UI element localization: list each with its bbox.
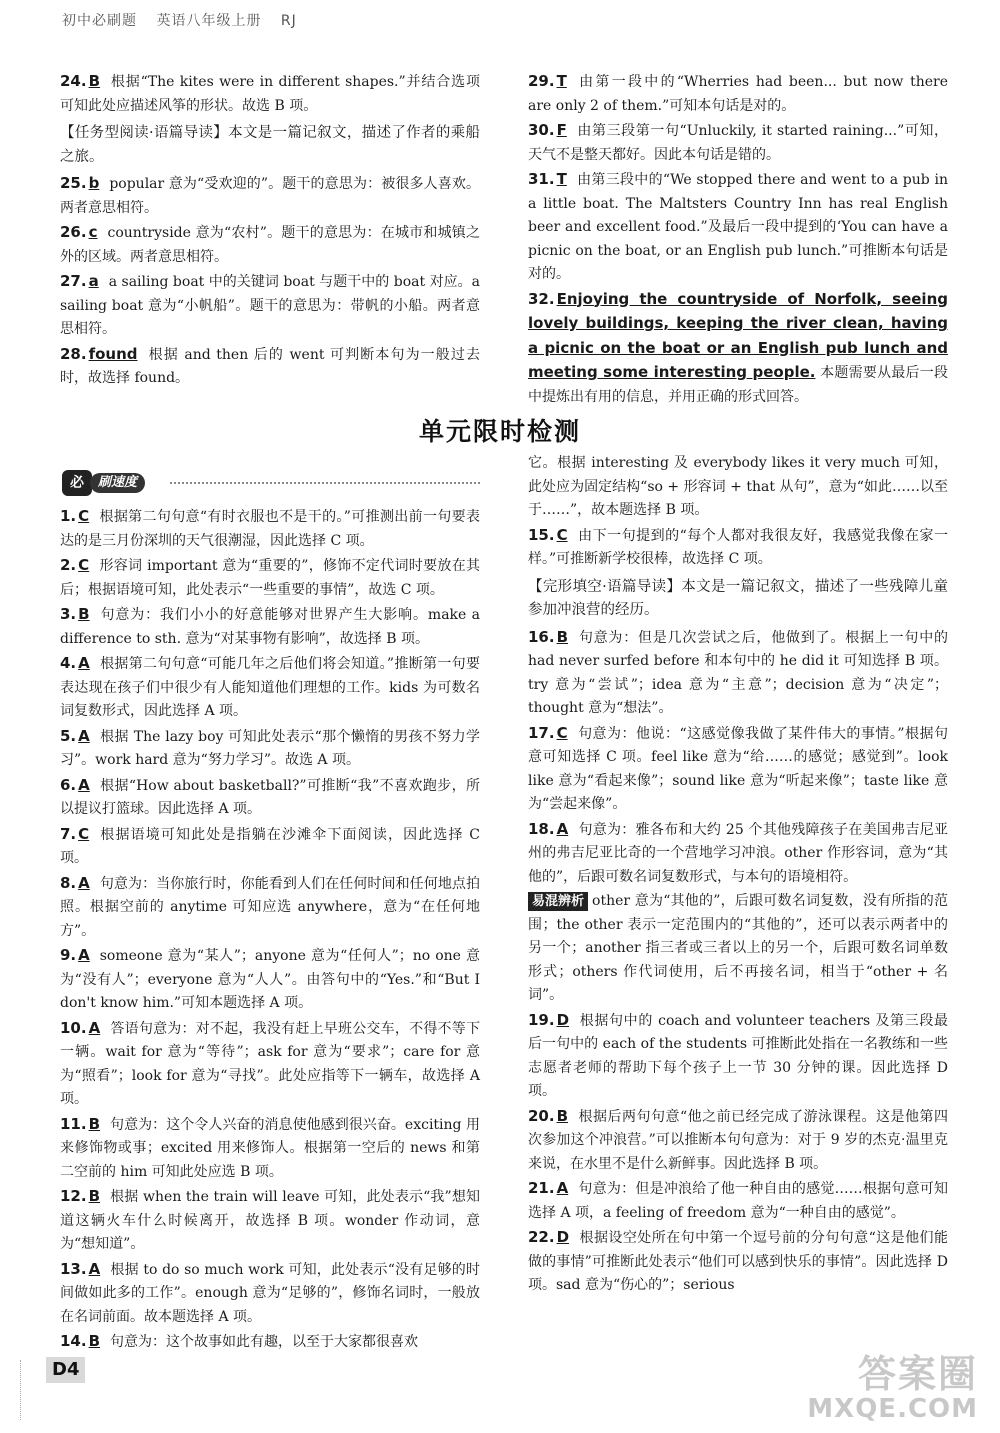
explanation-text: 句意为：这个令人兴奋的消息使他感到很兴奋。exciting 用来修饰物或事；excited 用来修饰人。根据第一空后的 news 和第二空前的 him 可知此处应选 B 项。	[60, 1116, 480, 1180]
answer-choice: C	[78, 507, 90, 525]
answer-item	[60, 1258, 480, 1330]
answer-item	[528, 119, 948, 167]
explanation-text: countryside 意为“农村”。题干的意思为：在城市和城镇之外的区域。两者意思相符。	[60, 225, 480, 265]
watermark-logo-text: 答案圈	[857, 1352, 978, 1396]
explanation-text: 根据“How about basketball?”可推断“我”不喜欢跑步，所以提议打篮球。因此选择 A 项。	[60, 777, 480, 817]
question-number: 31.	[528, 170, 555, 188]
answer-sentence: Enjoying the countryside of Norfolk, seeing lovely buildings, keeping the river clean, having a picnic on the boat or an English pub lunch and meeting some interesting people.	[528, 289, 948, 381]
answer-item	[60, 343, 480, 391]
continued-explanation: 它。根据 interesting 及 everybody likes it very much 可知，此处应为固定结构“so + 形容词 + that 从句”，意为“如此……以至于……”，故本题选择 B 项。	[528, 455, 948, 518]
answer-choice: B	[88, 1114, 101, 1133]
explanation-text: 句意为：但是冲浪给了他一种自由的感觉……根据句意可知选择 A 项，a feeling of freedom 意为“一种自由的感觉”。	[528, 1181, 948, 1221]
answer-item	[60, 1017, 480, 1112]
question-number: 25.	[60, 174, 87, 192]
answer-item	[528, 288, 948, 410]
question-number: 11.	[60, 1114, 87, 1133]
question-number: 30.	[528, 121, 555, 139]
answer-choice: A	[556, 1179, 569, 1197]
question-number: 16.	[528, 627, 555, 646]
question-number: 7.	[60, 824, 77, 843]
answer-choice: F	[556, 121, 567, 139]
answer-choice: C	[556, 525, 568, 544]
answer-item	[528, 722, 948, 817]
answer-item	[60, 1330, 480, 1355]
explanation-text: 答语句意为：对不起，我没有赶上早班公交车，不得不等下一辆。wait for 意为“等待”；ask for 意为“要求”；care for 意为“照看”；look for 意为“寻找”。此处应指等下一辆车，故选择 A 项。	[60, 1020, 480, 1107]
answer-choice: A	[556, 819, 569, 838]
explanation-text: 句意为：雅各布和大约 25 个其他残障孩子在美国弗吉尼亚州的弗吉尼亚比奇的一个营地学习冲浪。other 作形容词，意为“其他的”，后跟可数名词复数形式，与本句的语境相符。	[528, 821, 948, 885]
question-number: 20.	[528, 1106, 555, 1125]
answer-choice: c	[88, 223, 98, 241]
explanation-text: 根据第二句句意“可能几年之后他们将会知道。”推断第一句要表达现在孩子们中很少有人能知道他们理想的工作。kids 为可数名词复数形式，因此选择 A 项。	[60, 656, 480, 719]
answer-choice: C	[78, 556, 90, 574]
answer-choice: A	[78, 946, 90, 964]
question-number: 1.	[60, 507, 77, 525]
explanation-text: 句意为：我们小小的好意能够对世界产生大影响。make a difference to sth. 意为“对某事物有影响”，故选择 B 项。	[60, 607, 480, 647]
answer-choice: A	[78, 726, 90, 745]
answer-item	[528, 524, 948, 572]
answer-item	[528, 626, 948, 721]
footer-margin-line	[20, 1360, 45, 1420]
answer-item	[528, 1177, 948, 1225]
watermark	[807, 1353, 978, 1423]
top-right-column	[528, 70, 948, 410]
explanation-text: 由第三段第一句“Unluckily, it started raining...”可知，天气不是整天都好。因此本句话是错的。	[528, 123, 948, 163]
answer-item	[528, 1009, 948, 1104]
answer-choice: C	[78, 824, 90, 843]
answer-choice: B	[88, 1332, 101, 1350]
explanation-text: 根据后两句句意“他之前已经完成了游泳课程。这是他第四次参加这个冲浪营。”可以推断本句句意为：对于 9 岁的杰克·温里克来说，在水里不是什么新鲜事。因此选择 B 项。	[528, 1108, 948, 1172]
answer-choice: B	[556, 627, 569, 646]
explanation-text: 根据第二句句意“有时衣服也不是干的。”可推测出前一句要表达的是三月份深圳的天气很潮湿，因此选择 C 项。	[60, 509, 480, 549]
explanation-text: 根据 to do so much work 可知，此处表示“没有足够的时间做如此多的工作”。enough 意为“足够的”，修饰名词时，一般放在名词前面。故本题选择 A 项。	[60, 1261, 480, 1325]
explanation-text: 由第三段中的“We stopped there and went to a pub in a little boat. The Maltsters Country Inn has real English beer and excellent food.”及最后一段中提到的‘You can have a picnic on the boat, or an English pub lunch.”可推断本句话是对的。	[528, 172, 948, 282]
question-number: 19.	[528, 1010, 555, 1029]
answer-item	[60, 70, 480, 118]
explanation-text: 形容词 important 意为“重要的”，修饰不定代词时要放在其后；根据语境可知，此处表示“一些重要的事情”，故选 C 项。	[60, 558, 480, 598]
answer-choice: A	[78, 654, 90, 672]
page-number: D4	[46, 1357, 85, 1383]
explanation-text: 本题需要从最后一段中提炼出有用的信息，并用正确的形式回答。	[528, 365, 949, 405]
watermark-url: MXQE.COM	[807, 1394, 978, 1424]
answer-item	[528, 818, 948, 890]
answer-item	[528, 70, 948, 118]
answer-choice: a	[88, 272, 99, 290]
answer-item	[60, 221, 480, 269]
explanation-text: popular 意为“受欢迎的”。题干的意思为：被很多人喜欢。两者意思相符。	[60, 176, 480, 216]
explanation-text: 句意为：当你旅行时，你能看到人们在任何时间和任何地点拍照。根据空前的 anytime 可知应选 anywhere，意为“在任何地方”。	[60, 875, 480, 939]
subject-name: 英语八年级上册	[156, 13, 262, 29]
answer-choice: A	[78, 873, 90, 892]
explanation-text: 根据 when the train will leave 可知，此处表示“我”想知道这辆火车什么时候离开，故选择 B 项。wonder 作动词，意为“想知道”。	[60, 1189, 480, 1252]
answer-choice: D	[556, 1228, 570, 1246]
answer-item	[528, 168, 948, 287]
answer-item	[60, 270, 480, 342]
answer-item	[60, 774, 480, 822]
answer-item	[60, 603, 480, 651]
answer-choice: A	[88, 1018, 101, 1037]
answer-item	[60, 652, 480, 724]
question-number: 2.	[60, 556, 77, 574]
tip-text: other 意为“其他的”，后跟可数名词复数，没有所指的范围；the other 表示一定范围内的“其他的”，还可以表示两者中的另一个；another 指三者或三者以上的另一个，后跟可数名词单数形式；others 作代词使用，后不再接名词，相当于“other + 名词”。	[528, 893, 948, 1003]
badge-label: 刷速度	[90, 473, 145, 493]
answer-item	[60, 554, 480, 602]
answer-choice: A	[88, 1259, 101, 1278]
answer-choice: B	[556, 1106, 569, 1125]
answer-item	[60, 505, 480, 553]
explanation-text: 根据设空处所在句中第一个逗号前的分句句意“这是他们能做的事情”可推断此处表示“他们可以感到快乐的事情”。因此选择 D 项。sad 意为“伤心的”；serious	[528, 1230, 948, 1293]
reading-guide: 【任务型阅读·语篇导读】本文是一篇记叙文，描述了作者的乘船之旅。	[60, 125, 480, 165]
answer-item	[528, 890, 948, 1008]
answer-choice: A	[78, 775, 90, 794]
explanation-text: 句意为：他说：“这感觉像我做了某件伟大的事情。”根据句意可知选择 C 项。feel like 意为“给……的感觉；感觉到”。look like 意为“看起来像”；sound like 意为“听起来像”；taste like 意为“尝起来像”。	[528, 725, 948, 812]
reading-guide: 【完形填空·语篇导读】本文是一篇记叙文，描述了一些残障儿童参加冲浪营的经历。	[528, 578, 948, 618]
question-number: 26.	[60, 223, 87, 241]
answer-choice: B	[78, 605, 90, 623]
question-number: 9.	[60, 946, 77, 964]
tip-tag: 易混辨析	[528, 892, 588, 911]
answer-choice: B	[88, 72, 101, 90]
question-number: 21.	[528, 1179, 555, 1197]
answer-choice: found	[88, 344, 138, 363]
answer-item	[60, 725, 480, 773]
badge-divider	[170, 482, 480, 484]
explanation-text: 句意为：这个故事如此有趣，以至于大家都很喜欢	[110, 1334, 419, 1350]
question-number: 4.	[60, 654, 77, 672]
answer-item	[528, 1105, 948, 1177]
question-number: 22.	[528, 1228, 555, 1246]
answer-item	[60, 823, 480, 871]
question-number: 8.	[60, 873, 77, 892]
series-name: 初中必刷题	[62, 13, 137, 29]
answer-choice: D	[556, 1010, 570, 1029]
explanation-text: 根据“The kites were in different shapes.”并结合选项可知此处应描述风筝的形状。故选 B 项。	[60, 74, 480, 114]
badge-icon: 必	[62, 470, 92, 496]
answer-item	[60, 172, 480, 220]
explanation-text: a sailing boat 中的关键词 boat 与题干中的 boat 对应。a sailing boat 意为“小帆船”。题干的意思为：带帆的小船。两者意思相符。	[60, 274, 480, 337]
bottom-left-column	[60, 505, 480, 1356]
bottom-right-column	[528, 452, 948, 1299]
question-number: 5.	[60, 726, 77, 745]
question-number: 10.	[60, 1018, 87, 1037]
explanation-text: 根据语境可知此处是指躺在沙滩伞下面阅读，因此选择 C 项。	[60, 826, 480, 866]
answer-item	[60, 944, 480, 1016]
speed-badge	[60, 470, 480, 498]
question-number: 13.	[60, 1259, 87, 1278]
question-number: 29.	[528, 72, 555, 90]
edition-code: RJ	[280, 13, 297, 29]
question-number: 14.	[60, 1332, 87, 1350]
question-number: 32.	[528, 289, 555, 308]
answer-choice: b	[88, 174, 100, 192]
top-left-column	[60, 70, 480, 392]
explanation-text: 根据 and then 后的 went 可判断本句为一般过去时，故选择 found。	[60, 346, 480, 386]
explanation-text: 句意为：但是几次尝试之后，他做到了。根据上一句中的 had never surfed before 和本句中的 he did it 可知选择 B 项。try 意为“尝试”；idea 意为“主意”；decision 意为“决定”；thought 意为“想法”。	[528, 629, 948, 716]
explanation-text: someone 意为“某人”；anyone 意为“任何人”；no one 意为“没有人”；everyone 意为“人人”。由答句中的“Yes.”和“But I don't know him.”可知本题选择 A 项。	[60, 948, 480, 1011]
question-number: 6.	[60, 775, 77, 794]
question-number: 18.	[528, 819, 555, 838]
question-number: 15.	[528, 525, 555, 544]
answer-choice: C	[556, 723, 568, 742]
question-number: 3.	[60, 605, 77, 623]
question-number: 24.	[60, 72, 87, 90]
question-number: 27.	[60, 272, 87, 290]
answer-choice: B	[88, 1187, 101, 1205]
answer-choice: T	[556, 170, 567, 188]
explanation-text: 根据 The lazy boy 可知此处表示“那个懒惰的男孩不努力学习”。work hard 意为“努力学习”。故选 A 项。	[60, 728, 480, 768]
explanation-text: 由下一句提到的“每个人都对我很友好，我感觉我像在家一样。”可推断新学校很棒，故选择 C 项。	[528, 527, 948, 567]
answer-item	[60, 872, 480, 944]
question-number: 12.	[60, 1187, 87, 1205]
answer-item	[528, 1226, 948, 1298]
answer-item	[60, 1185, 480, 1257]
question-number: 28.	[60, 344, 87, 363]
section-title: 单元限时检测	[418, 417, 581, 446]
answer-item	[60, 1113, 480, 1185]
question-number: 17.	[528, 723, 555, 742]
explanation-text: 由第一段中的“Wherries had been... but now there are only 2 of them.”可知本句话是对的。	[528, 74, 948, 114]
running-header	[62, 10, 482, 36]
answer-choice: T	[556, 72, 567, 90]
explanation-text: 根据句中的 coach and volunteer teachers 及第三段最后一句中的 each of the students 可推断此处指在一名教练和一些志愿者老师的帮助下每个孩子上一节 30 分钟的课。因此选择 D 项。	[528, 1012, 948, 1099]
